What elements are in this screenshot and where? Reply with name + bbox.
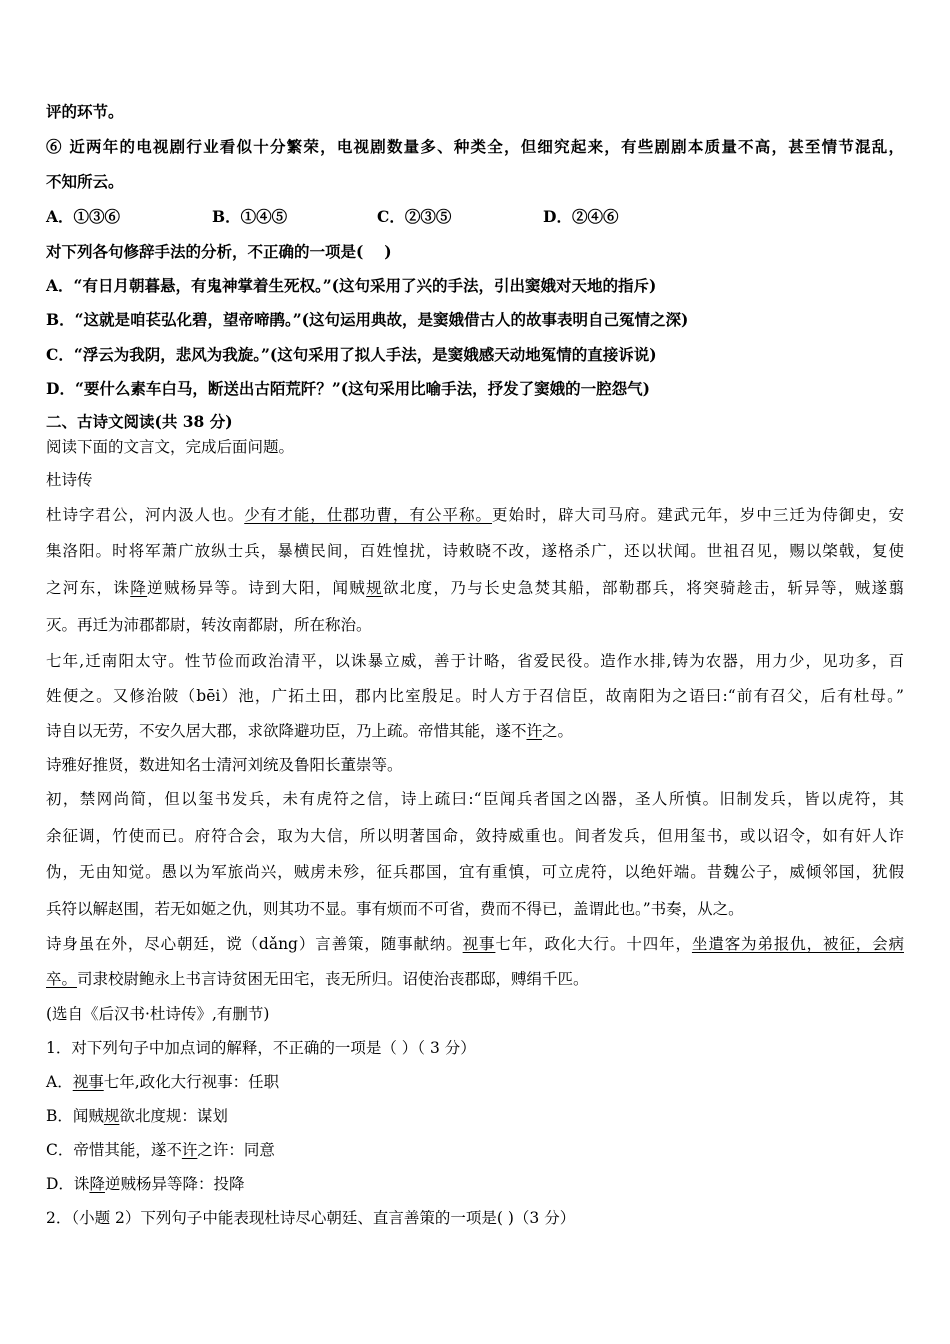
question-1-option-b: B．闻贼规欲北度规：谋划 xyxy=(46,1107,228,1125)
prev-question-line-end: 评的环节。 xyxy=(46,102,124,121)
prev-question-item-6: ⑥ 近两年的电视剧行业看似十分繁荣，电视剧数量多、种类全，但细究起来，有些剧剧本质量不高，甚至情节混乱， xyxy=(46,137,904,156)
passage-p2-line3: 诗自以无劳，不安久居大郡，求欲降避功臣，乃上疏。帝惜其能，遂不许之。 xyxy=(46,722,574,740)
passage-p4-line1: 初，禁网尚简，但以玺书发兵，未有虎符之信，诗上疏曰:“臣闻兵者国之凶器，圣人所慎。旧制发兵，皆以虎符，其 xyxy=(46,790,904,808)
passage-title: 杜诗传 xyxy=(46,471,93,489)
rhetoric-option-d: D．“要什么素车白马，断送出古陌荒阡？”(这句采用比喻手法，抒发了窦娥的一腔怨气) xyxy=(46,379,650,398)
question-1-stem: 1．对下列句子中加点词的解释，不正确的一项是（ ）（ 3 分） xyxy=(46,1039,476,1057)
passage-p1-line1: 杜诗字君公，河内汲人也。少有才能，仕郡功曹，有公平称。更始时，辟大司马府。建武元年，岁中三迁为侍御史，安 xyxy=(46,506,904,524)
prev-question-item-6-cont: 不知所云。 xyxy=(46,172,124,191)
question-1-option-c: C．帝惜其能，遂不许之许：同意 xyxy=(46,1141,275,1159)
passage-p3-line1: 诗雅好推贤，数进知名士清河刘统及鲁阳长董崇等。 xyxy=(46,756,403,774)
passage-source: (选自《后汉书·杜诗传》,有删节) xyxy=(46,1005,270,1023)
passage-p1-line2: 集洛阳。时将军萧广放纵士兵，暴横民间，百姓惶扰，诗敕晓不改，遂格杀广，还以状闻。世祖召见，赐以棨戟，复使 xyxy=(46,542,904,560)
prev-option-c: C．②③⑤ xyxy=(377,207,452,226)
section-heading: 二、古诗文阅读(共 38 分) xyxy=(46,412,233,431)
dotted-word-shishi: 视事 xyxy=(462,935,496,953)
question-1-option-a: A．视事七年,政化大行视事：任职 xyxy=(46,1073,280,1091)
rhetoric-question-stem: 对下列各句修辞手法的分析，不正确的一项是( ) xyxy=(46,242,392,261)
passage-p2-line2: 姓便之。又修治陂（bēi）池，广拓土田，郡内比室殷足。时人方于召信臣，故南阳为之语曰:“前有召父，后有杜母。” xyxy=(46,687,904,705)
underlined-sentence-2-end: 卒。 xyxy=(46,970,78,988)
prev-option-b: B．①④⑤ xyxy=(212,207,288,226)
section-instruction: 阅读下面的文言文，完成后面问题。 xyxy=(46,438,295,456)
passage-p5-line2: 卒。司隶校尉鲍永上书言诗贫困无田宅，丧无所归。诏使治丧郡邸，赙绢千匹。 xyxy=(46,970,589,988)
rhetoric-option-c: C．“浮云为我阴，悲风为我旋。”(这句采用了拟人手法，是窦娥感天动地冤情的直接诉说) xyxy=(46,345,657,364)
dotted-word-gui: 规 xyxy=(366,579,383,597)
passage-p1-line4: 灭。再迁为沛郡都尉，转汝南都尉，所在称治。 xyxy=(46,616,372,634)
dotted-word-jiang: 降 xyxy=(130,579,148,597)
passage-p4-line2: 余征调，竹使而已。府符合会，取为大信，所以明著国命，敛持威重也。间者发兵，但用玺书，或以诏令，如有奸人诈 xyxy=(46,827,904,845)
passage-p5-line1: 诗身虽在外，尽心朝廷，谠（dǎng）言善策，随事献纳。视事七年，政化大行。十四年，坐遣客为弟报仇，被征，会病 xyxy=(46,935,904,953)
dotted-word-xu: 许 xyxy=(526,722,543,740)
rhetoric-option-a: A．“有日月朝暮悬，有鬼神掌着生死权。”(这句采用了兴的手法，引出窦娥对天地的指斥) xyxy=(46,276,657,295)
passage-p1-line3: 之河东，诛降逆贼杨异等。诗到大阳，闻贼规欲北度，乃与长史急焚其船，部勒郡兵，将突骑趁击，斩异等，贼遂翦 xyxy=(46,579,904,597)
question-2-stem: 2．（小题 2）下列句子中能表现杜诗尽心朝廷、直言善策的一项是( )（3 分） xyxy=(46,1209,576,1227)
passage-p4-line3: 伪，无由知觉。愚以为军旅尚兴，贼虏未殄，征兵郡国，宜有重慎，可立虎符，以绝奸端。昔魏公子，威倾邻国，犹假 xyxy=(46,863,904,881)
prev-option-d: D．②④⑥ xyxy=(543,207,619,226)
question-1-option-d: D．诛降逆贼杨异等降：投降 xyxy=(46,1175,245,1193)
rhetoric-option-b: B．“这就是咱苌弘化碧，望帝啼鹃。”(这句运用典故，是窦娥借古人的故事表明自己冤情之深) xyxy=(46,310,689,329)
underlined-sentence: 少有才能，仕郡功曹，有公平称。 xyxy=(244,506,493,524)
passage-p2-line1: 七年,迁南阳太守。性节俭而政治清平，以诛暴立威，善于计略，省爱民役。造作水排,铸为农器，用力少，见功多，百 xyxy=(46,652,904,670)
underlined-sentence-2: 坐遣客为弟报仇，被征，会病 xyxy=(691,935,904,953)
passage-p4-line4: 兵符以解赵围，若无如姬之仇，则其功不显。事有烦而不可省，费而不得已，盖谓此也。”书奏，从之。 xyxy=(46,900,744,918)
prev-option-a: A．①③⑥ xyxy=(46,207,121,226)
